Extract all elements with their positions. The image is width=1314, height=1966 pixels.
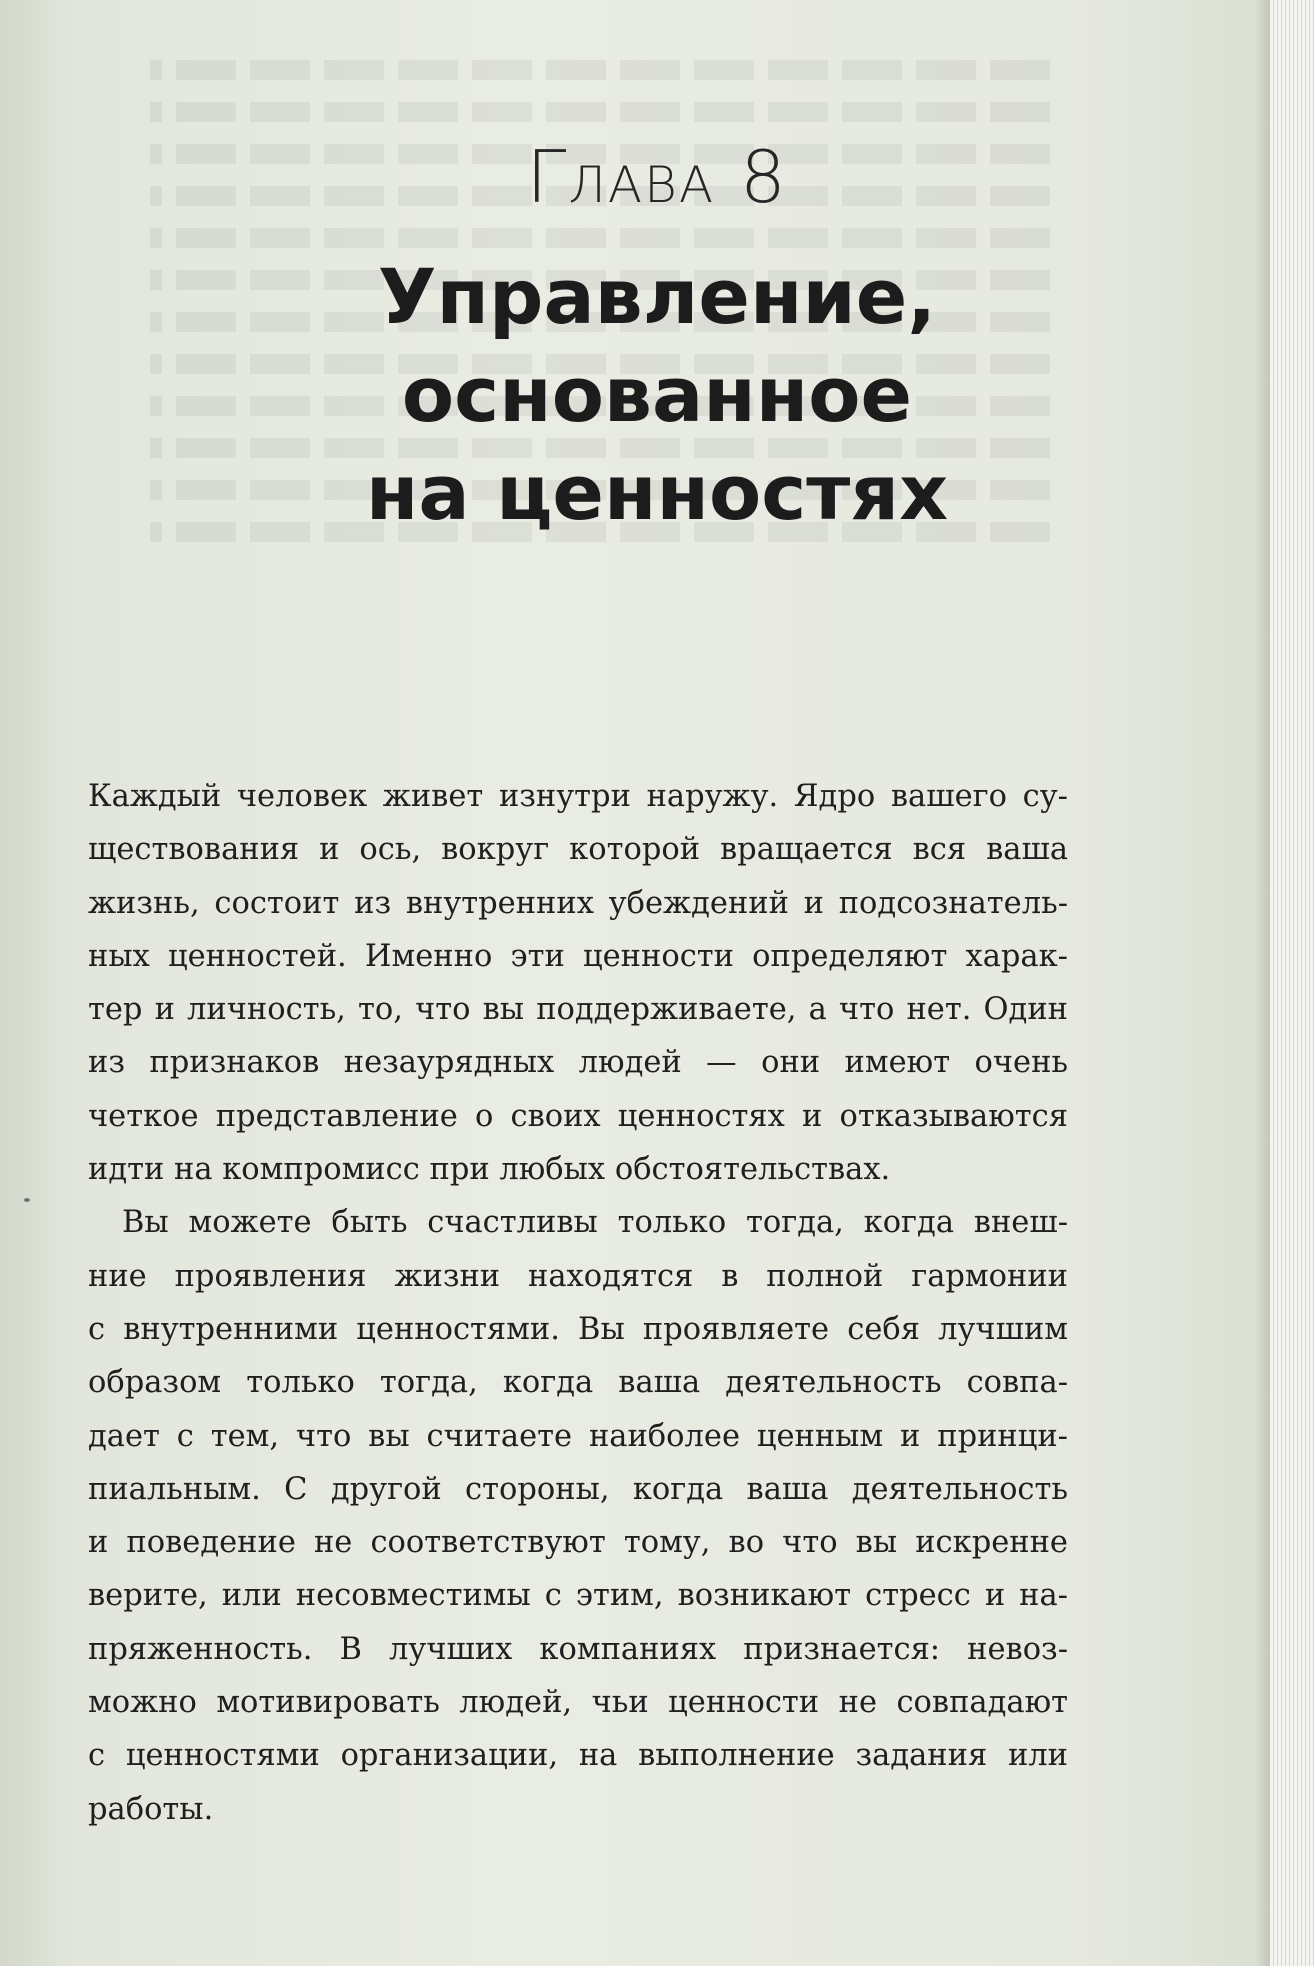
text-line: ществования и ось, вокруг которой вращается вся ваша [88,832,1068,868]
text-line: идти на компромисс при любых обстоятельствах. [88,1152,891,1188]
text-line: ных ценностей. Именно эти ценности определяют харак- [88,938,1068,974]
chapter-title-line: основанное [401,350,913,439]
text-line: ние проявления жизни находятся в полной гармонии [88,1258,1068,1294]
text-line: четкое представление о своих ценностях и отказываются [88,1098,1068,1134]
text-line: и поведение не соответствуют тому, во что вы искренне [88,1525,1068,1561]
body-text [88,770,1068,1836]
text-line: можно мотивировать людей, чьи ценности не совпадают [88,1685,1068,1721]
text-line: работы. [88,1791,214,1827]
chapter-title [0,248,1314,542]
paragraph [88,1196,1068,1836]
chapter-number: Глава 8 [526,135,788,219]
chapter-title-line: Управление, [377,252,937,341]
text-line: с ценностями организации, на выполнение задания или [88,1738,1068,1774]
paragraph [88,770,1068,1196]
chapter-title-line: на ценностях [365,448,949,537]
text-line: дает с тем, что вы считаете наиболее ценным и принци- [88,1418,1068,1454]
paper-speck [24,1198,30,1202]
text-line: пиальным. С другой стороны, когда ваша деятельность [88,1471,1068,1507]
text-line: Вы можете быть счастливы только тогда, когда внеш- [122,1205,1068,1241]
text-line: с внутренними ценностями. Вы проявляете себя лучшим [88,1311,1068,1347]
text-line: из признаков незаурядных людей — они имеют очень [88,1045,1068,1081]
text-line: тер и личность, то, что вы поддерживаете, а что нет. Один [88,992,1068,1028]
text-line: пряженность. В лучших компаниях признается: невоз- [88,1631,1068,1667]
text-line: верите, или несовместимы с этим, возникают стресс и на- [88,1578,1068,1614]
text-line: образом только тогда, когда ваша деятельность совпа- [88,1365,1068,1401]
text-line: жизнь, состоит из внутренних убеждений и подсознатель- [88,885,1068,921]
text-line: Каждый человек живет изнутри наружу. Ядро вашего су- [88,779,1068,814]
